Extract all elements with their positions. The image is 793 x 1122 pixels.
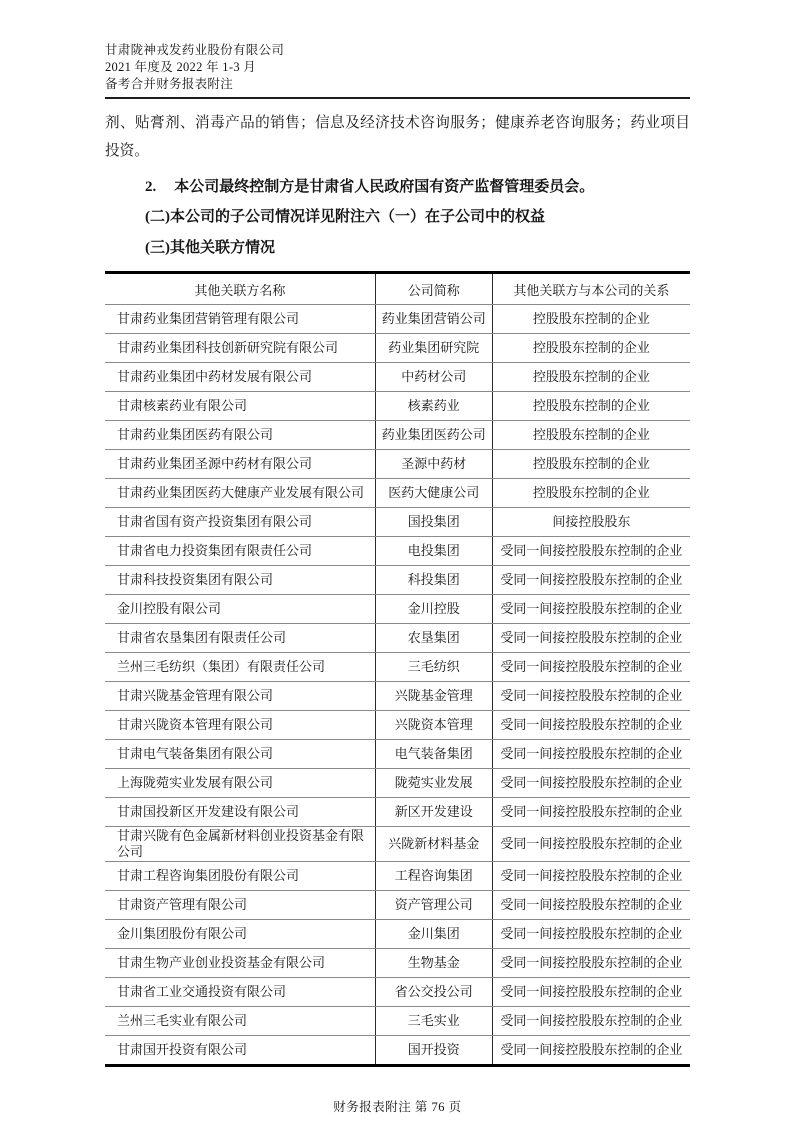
cell-short-name: 省公交投公司 <box>375 978 492 1007</box>
table-row <box>105 537 690 566</box>
cell-short-name: 核素药业 <box>375 392 492 421</box>
cell-relationship: 受同一间接控股股东控制的企业 <box>492 827 690 862</box>
cell-relationship: 控股股东控制的企业 <box>492 479 690 508</box>
cell-relationship: 受同一间接控股股东控制的企业 <box>492 566 690 595</box>
cell-related-party-name: 甘肃科技投资集团有限公司 <box>105 566 375 595</box>
cell-short-name: 医药大健康公司 <box>375 479 492 508</box>
table-row <box>105 1007 690 1036</box>
cell-short-name: 新区开发建设 <box>375 798 492 827</box>
cell-short-name: 兴陇资本管理 <box>375 711 492 740</box>
cell-short-name: 科投集团 <box>375 566 492 595</box>
cell-relationship: 受同一间接控股股东控制的企业 <box>492 711 690 740</box>
cell-related-party-name: 甘肃省电力投资集团有限责任公司 <box>105 537 375 566</box>
heading-number: 2. <box>145 179 157 195</box>
cell-relationship: 受同一间接控股股东控制的企业 <box>492 537 690 566</box>
table-row <box>105 653 690 682</box>
intro-paragraph: 剂、贴膏剂、消毒产品的销售；信息及经济技术咨询服务；健康养老咨询服务；药业项目投资。 <box>105 115 690 159</box>
cell-relationship: 受同一间接控股股东控制的企业 <box>492 891 690 920</box>
cell-short-name: 药业集团营销公司 <box>375 305 492 334</box>
cell-related-party-name: 甘肃工程咨询集团股份有限公司 <box>105 862 375 891</box>
table-row <box>105 508 690 537</box>
cell-short-name: 电投集团 <box>375 537 492 566</box>
heading-ultimate-controller <box>145 176 690 198</box>
table-row <box>105 862 690 891</box>
table-header-row <box>105 273 690 305</box>
cell-related-party-name: 甘肃国开投资有限公司 <box>105 1036 375 1066</box>
cell-related-party-name: 甘肃药业集团科技创新研究院有限公司 <box>105 334 375 363</box>
cell-related-party-name: 甘肃药业集团医药有限公司 <box>105 421 375 450</box>
cell-relationship: 受同一间接控股股东控制的企业 <box>492 1007 690 1036</box>
page-footer: 财务报表附注 第 76 页 <box>333 1100 462 1114</box>
table-row <box>105 305 690 334</box>
table-row <box>105 450 690 479</box>
cell-related-party-name: 甘肃药业集团医药大健康产业发展有限公司 <box>105 479 375 508</box>
cell-related-party-name: 上海陇菀实业发展有限公司 <box>105 769 375 798</box>
cell-relationship: 受同一间接控股股东控制的企业 <box>492 740 690 769</box>
cell-short-name: 三毛实业 <box>375 1007 492 1036</box>
cell-short-name: 三毛纺织 <box>375 653 492 682</box>
cell-related-party-name: 甘肃电气装备集团有限公司 <box>105 740 375 769</box>
cell-relationship: 受同一间接控股股东控制的企业 <box>492 653 690 682</box>
cell-short-name: 金川控股 <box>375 595 492 624</box>
doc-header-company: 甘肃陇神戎发药业股份有限公司 <box>105 43 285 57</box>
cell-relationship: 间接控股股东 <box>492 508 690 537</box>
cell-related-party-name: 甘肃国投新区开发建设有限公司 <box>105 798 375 827</box>
table-row <box>105 769 690 798</box>
cell-related-party-name: 甘肃资产管理有限公司 <box>105 891 375 920</box>
cell-short-name: 工程咨询集团 <box>375 862 492 891</box>
heading-other-related-parties: (三)其他关联方情况 <box>145 240 275 256</box>
cell-related-party-name: 甘肃省工业交通投资有限公司 <box>105 978 375 1007</box>
cell-short-name: 陇菀实业发展 <box>375 769 492 798</box>
cell-relationship: 受同一间接控股股东控制的企业 <box>492 920 690 949</box>
cell-relationship: 控股股东控制的企业 <box>492 363 690 392</box>
cell-short-name: 药业集团医药公司 <box>375 421 492 450</box>
related-parties-table <box>105 271 690 1067</box>
table-row <box>105 891 690 920</box>
cell-related-party-name: 金川控股有限公司 <box>105 595 375 624</box>
cell-related-party-name: 兰州三毛纺织（集团）有限责任公司 <box>105 653 375 682</box>
cell-related-party-name: 甘肃兴陇资本管理有限公司 <box>105 711 375 740</box>
doc-header <box>105 42 690 93</box>
cell-short-name: 兴陇基金管理 <box>375 682 492 711</box>
cell-short-name: 资产管理公司 <box>375 891 492 920</box>
cell-short-name: 兴陇新材料基金 <box>375 827 492 862</box>
cell-related-party-name: 甘肃药业集团圣源中药材有限公司 <box>105 450 375 479</box>
related-parties-rows <box>105 305 690 1066</box>
table-row <box>105 421 690 450</box>
col-header-short-name: 公司简称 <box>375 273 492 305</box>
cell-short-name: 生物基金 <box>375 949 492 978</box>
cell-relationship: 受同一间接控股股东控制的企业 <box>492 949 690 978</box>
cell-relationship: 受同一间接控股股东控制的企业 <box>492 862 690 891</box>
cell-related-party-name: 甘肃核素药业有限公司 <box>105 392 375 421</box>
cell-relationship: 受同一间接控股股东控制的企业 <box>492 682 690 711</box>
cell-related-party-name: 金川集团股份有限公司 <box>105 920 375 949</box>
cell-related-party-name: 甘肃药业集团中药材发展有限公司 <box>105 363 375 392</box>
cell-relationship: 控股股东控制的企业 <box>492 450 690 479</box>
table-row <box>105 566 690 595</box>
cell-short-name: 金川集团 <box>375 920 492 949</box>
col-header-related-party-name: 其他关联方名称 <box>105 273 375 305</box>
cell-relationship: 受同一间接控股股东控制的企业 <box>492 624 690 653</box>
table-row <box>105 392 690 421</box>
cell-related-party-name: 甘肃省国有资产投资集团有限公司 <box>105 508 375 537</box>
table-row <box>105 920 690 949</box>
cell-short-name: 国投集团 <box>375 508 492 537</box>
col-header-relationship: 其他关联方与本公司的关系 <box>492 273 690 305</box>
table-row <box>105 624 690 653</box>
cell-relationship: 控股股东控制的企业 <box>492 392 690 421</box>
table-row <box>105 798 690 827</box>
cell-short-name: 农垦集团 <box>375 624 492 653</box>
doc-header-period: 2021 年度及 2022 年 1-3 月 <box>105 60 257 74</box>
table-row <box>105 682 690 711</box>
header-divider-line <box>105 97 690 99</box>
cell-related-party-name: 甘肃生物产业创业投资基金有限公司 <box>105 949 375 978</box>
cell-short-name: 圣源中药材 <box>375 450 492 479</box>
cell-short-name: 电气装备集团 <box>375 740 492 769</box>
cell-relationship: 受同一间接控股股东控制的企业 <box>492 978 690 1007</box>
table-header <box>105 273 690 305</box>
table-row <box>105 978 690 1007</box>
table-row <box>105 334 690 363</box>
cell-relationship: 受同一间接控股股东控制的企业 <box>492 798 690 827</box>
table-row <box>105 740 690 769</box>
cell-relationship: 受同一间接控股股东控制的企业 <box>492 769 690 798</box>
cell-short-name: 药业集团研究院 <box>375 334 492 363</box>
table-row <box>105 595 690 624</box>
cell-related-party-name: 甘肃省农垦集团有限责任公司 <box>105 624 375 653</box>
cell-related-party-name: 甘肃兴陇基金管理有限公司 <box>105 682 375 711</box>
doc-header-doc-type: 备考合并财务报表附注 <box>105 77 234 91</box>
cell-related-party-name: 甘肃药业集团营销管理有限公司 <box>105 305 375 334</box>
cell-related-party-name: 甘肃兴陇有色金属新材料创业投资基金有限公司 <box>105 827 375 862</box>
heading-text: 本公司最终控制方是甘肃省人民政府国有资产监督管理委员会。 <box>174 179 595 195</box>
cell-relationship: 控股股东控制的企业 <box>492 305 690 334</box>
table-row <box>105 363 690 392</box>
cell-relationship: 控股股东控制的企业 <box>492 334 690 363</box>
table-row <box>105 479 690 508</box>
table-row <box>105 827 690 862</box>
table-row <box>105 711 690 740</box>
cell-relationship: 控股股东控制的企业 <box>492 421 690 450</box>
table-row <box>105 949 690 978</box>
cell-short-name: 中药材公司 <box>375 363 492 392</box>
cell-relationship: 受同一间接控股股东控制的企业 <box>492 1036 690 1066</box>
cell-related-party-name: 兰州三毛实业有限公司 <box>105 1007 375 1036</box>
heading-subsidiaries: (二)本公司的子公司情况详见附注六（一）在子公司中的权益 <box>145 209 545 225</box>
table-row <box>105 1036 690 1066</box>
cell-relationship: 受同一间接控股股东控制的企业 <box>492 595 690 624</box>
cell-short-name: 国开投资 <box>375 1036 492 1066</box>
